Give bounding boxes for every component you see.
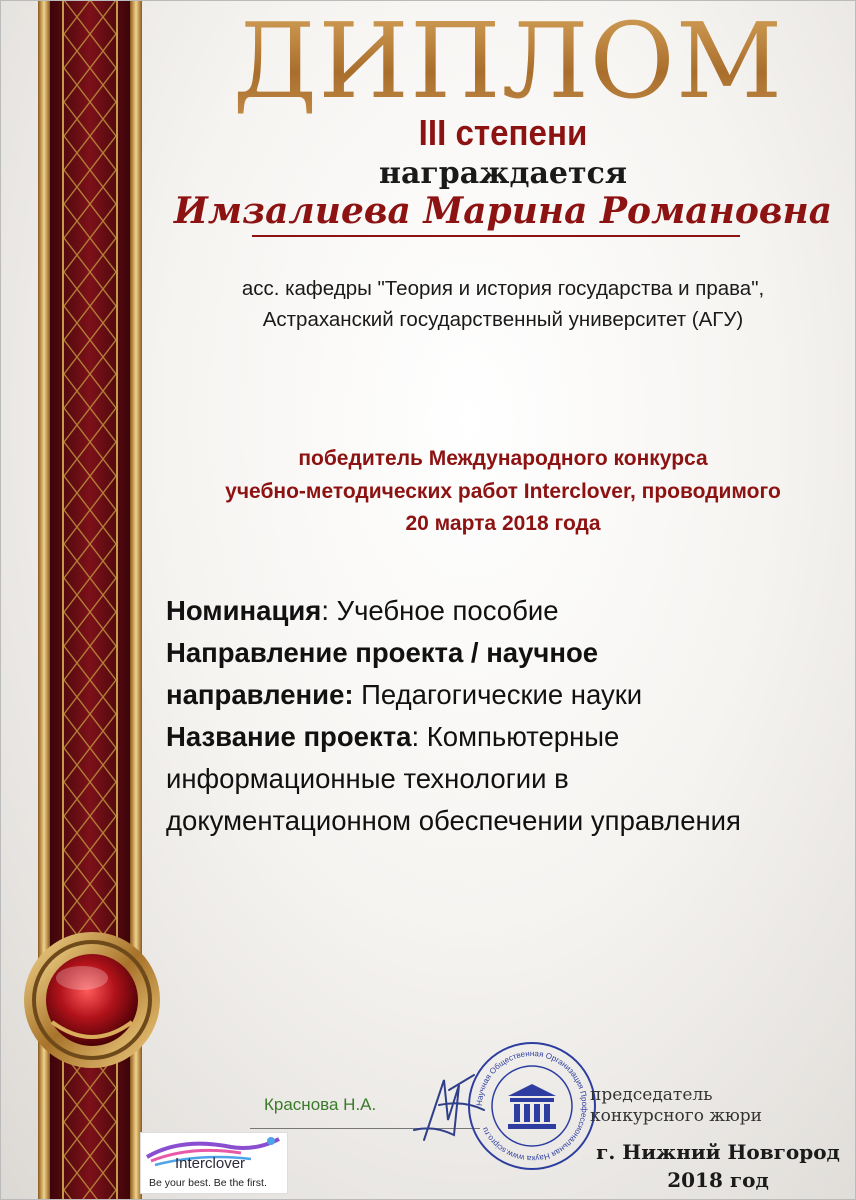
winner-line-2: учебно-методических работ Interclover, проводимого: [225, 480, 781, 503]
project-value-3: документационном обеспечении управления: [166, 805, 741, 836]
nomination-label: Номинация: [166, 595, 322, 626]
city-text: г. Нижний Новгород: [596, 1140, 840, 1164]
direction-value: Педагогические науки: [353, 679, 643, 710]
project-value-1: : Компьютерные: [411, 721, 620, 752]
winner-line-3: 20 марта 2018 года: [405, 512, 601, 535]
affiliation-line-1: асс. кафедры "Теория и история государства и права",: [241, 277, 765, 300]
year-text: 2018 год: [667, 1168, 769, 1192]
nomination-row: [166, 590, 826, 632]
project-details: [166, 590, 826, 842]
medal-seal: [22, 930, 162, 1070]
recipient-name: Имзалиева Марина Романовна: [173, 190, 833, 232]
winner-line-1: победитель Международного конкурса: [298, 447, 708, 470]
project-label: Название проекта: [166, 721, 412, 752]
degree-text: III степени: [418, 112, 588, 153]
chair-title-line-1: председатель: [590, 1085, 713, 1105]
diploma-title: ДИПЛОМ: [160, 4, 856, 118]
logo-name: Interclover: [175, 1155, 246, 1172]
signer-name: Краснова Н.А.: [264, 1095, 377, 1114]
direction-row: [166, 632, 826, 674]
direction-label-1: Направление проекта / научное: [166, 637, 599, 668]
stamp-text: Научная Общественная Организация Профессиональная Наука www.scipro.ru: [474, 1048, 590, 1164]
project-row: [166, 716, 826, 758]
direction-label-2: направление:: [166, 679, 354, 710]
direction-row-2: [166, 674, 826, 716]
recipient-underline: [252, 235, 740, 237]
affiliation-line-2: Астраханский государственный университет (АГУ): [262, 308, 744, 331]
nomination-value: : Учебное пособие: [321, 595, 559, 626]
organization-stamp: [466, 1040, 598, 1172]
project-value-2: информационные технологии в: [166, 763, 569, 794]
interclover-logo: [140, 1132, 288, 1194]
chair-title-line-2: конкурсного жюри: [590, 1106, 762, 1126]
logo-tagline: Be your best. Be the first.: [149, 1177, 267, 1189]
awarded-text: награждается: [378, 156, 628, 191]
